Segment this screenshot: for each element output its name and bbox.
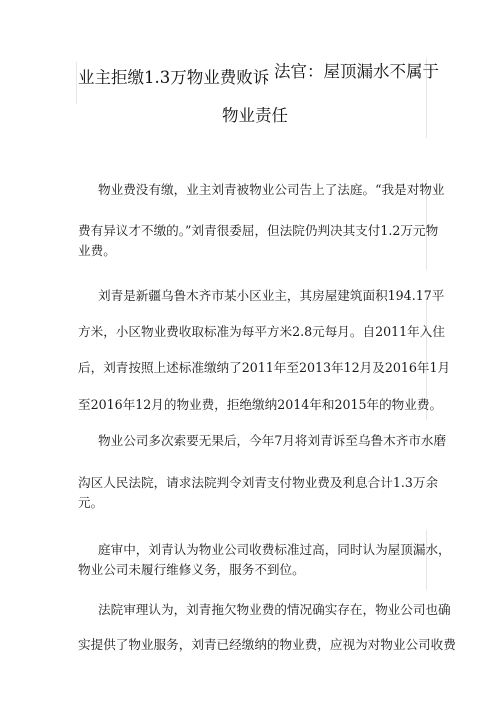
title-part-1: 业主拒缴1.3万物业费败诉 — [78, 68, 270, 87]
paragraph-5-line-2: 实提供了物业服务，刘青已经缴纳的物业费，应视为对物业公司收费 — [78, 637, 456, 652]
paragraph-2-line-3: 后，刘青按照上述标准缴纳了2011年至2013年12月及2016年1月 — [78, 360, 451, 375]
paragraph-5-line-1: 法院审理认为，刘青拖欠物业费的情况确实存在，物业公司也确 — [98, 602, 451, 617]
paragraph-2-line-2: 方米，小区物业费收取标准为每平方米2.8元每月。自2011年入住 — [78, 324, 445, 339]
paragraph-2-line-1: 刘青是新疆乌鲁木齐市某小区业主，其房屋建筑面积194.17平 — [98, 288, 445, 303]
paragraph-1-line-3: 业费。 — [78, 243, 116, 258]
paragraph-1-line-2: 费有异议才不缴的。”刘青很委屈，但法院仍判决其支付1.2万元物 — [78, 223, 439, 238]
paragraph-1-line-1: 物业费没有缴，业主刘青被物业公司告上了法庭。“我是对物业 — [98, 182, 445, 197]
page-edge-mark-left — [76, 62, 77, 104]
page-edge-mark-right-4 — [426, 530, 427, 590]
paragraph-4-line-2: 物业公司未履行维修义务，服务不到位。 — [78, 562, 305, 577]
paragraph-3-line-1: 物业公司多次索要无果后，今年7月将刘青诉至乌鲁木齐市水磨 — [98, 433, 447, 448]
paragraph-3-line-2: 沟区人民法院，请求法院判令刘青支付物业费及利息合计1.3万余 — [78, 475, 439, 490]
paragraph-2-line-4: 至2016年12月的物业费，拒绝缴纳2014年和2015年的物业费。 — [78, 397, 443, 412]
paragraph-4-line-1: 庭审中，刘青认为物业公司收费标准过高，同时认为屋顶漏水， — [98, 542, 451, 557]
title-part-2: 法官：屋顶漏水不属于 — [274, 62, 439, 81]
title-part-3: 物业责任 — [222, 106, 288, 125]
paragraph-3-line-3: 元。 — [78, 495, 104, 510]
